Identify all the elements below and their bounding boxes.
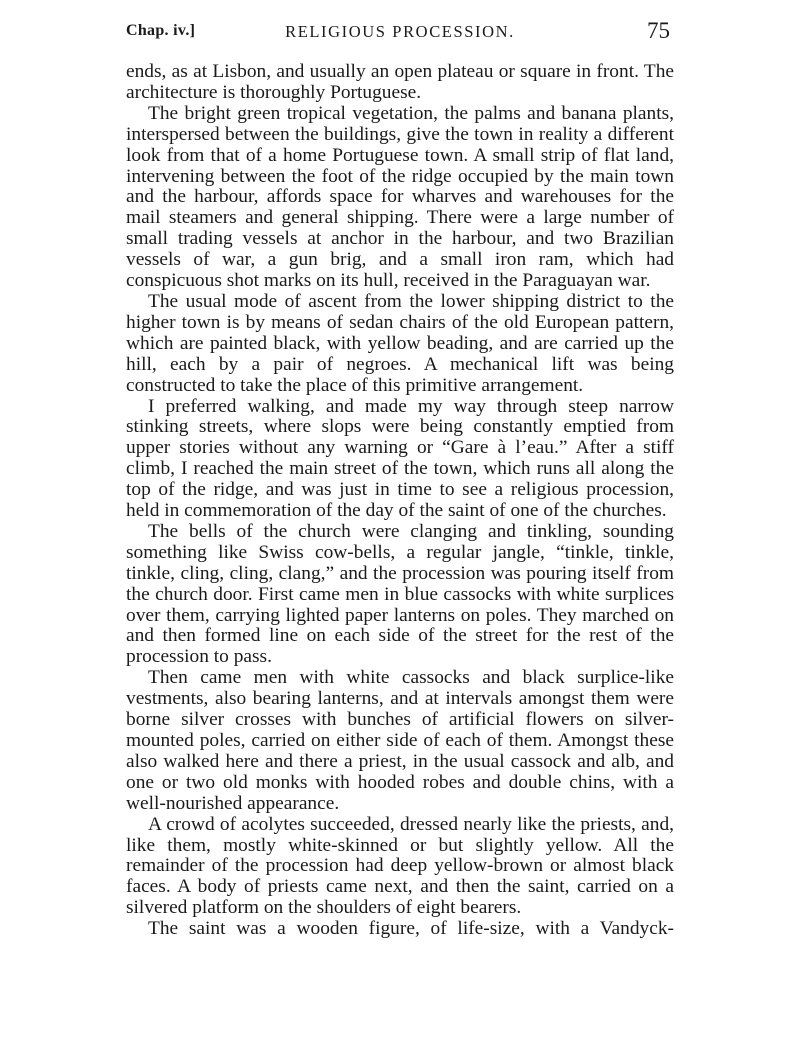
page-number: 75 <box>647 18 670 43</box>
chapter-label: Chap. iv.] <box>126 22 196 39</box>
page-header-title: RELIGIOUS PROCESSION. <box>285 22 515 41</box>
paragraph-continued: ends, as at Lisbon, and usually an open plateau or square in front. The architecture is thoroughly Portuguese. <box>126 61 674 103</box>
paragraph-walking: I preferred walking, and made my way through steep narrow stinking streets, where slops were being constantly emptied from upper stories without any warning or “Gare à l’eau.” After a stiff climb, I reached the main street of the town, which runs all along the top of the ridge, and was just in time to see a religious procession, held in commemoration of the day of the saint of one of the churches. <box>126 395 674 522</box>
paragraph-saint: The saint was a wooden figure, of life-size, with a Vandyck- <box>148 918 674 940</box>
paragraph-white-cassocks: Then came men with white cassocks and black surplice-like vestments, also bearing lanterns, and at intervals amongst them were borne silver crosses with bunches of artificial flowers on silver-mounted poles, carried on either side of each of them. Amongst these also walked here and there a priest, in the usual cassock and alb, and one or two old monks with hooded robes and double chins, with a well-nourished appearance. <box>126 667 674 814</box>
paragraph-bells: The bells of the church were clanging and tinkling, sounding something like Swiss cow-bells, a regular jangle, “tinkle, tinkle, tinkle, cling, cling, clang,” and the procession was pouring itself from the church door. First came men in blue cassocks with white surplices over them, carrying lighted paper lanterns on poles. They marched on and then formed line on each side of the street for the rest of the procession to pass. <box>126 520 674 668</box>
running-head <box>126 18 674 50</box>
paragraph-acolytes: A crowd of acolytes succeeded, dressed nearly like the priests, and, like them, mostly white-skinned or but slightly yellow. All the remainder of the procession had deep yellow-brown or almost black faces. A body of priests came next, and then the saint, carried on a silvered platform on the shoulders of eight bearers. <box>126 813 674 919</box>
body-text <box>126 62 674 940</box>
paragraph-vegetation: The bright green tropical vegetation, the palms and banana plants, interspersed between the buildings, give the town in reality a different look from that of a home Portuguese town. A small strip of flat land, intervening between the foot of the ridge occupied by the main town and the harbour, affords space for wharves and warehouses for the mail steamers and general shipping. There were a large number of small trading vessels at anchor in the harbour, and two Brazilian vessels of war, a gun brig, and a small iron ram, which had conspicuous shot marks on its hull, received in the Paraguayan war. <box>126 102 674 292</box>
paragraph-ascent: The usual mode of ascent from the lower shipping district to the higher town is by means of sedan chairs of the old European pattern, which are painted black, with yellow beading, and are carried up the hill, each by a pair of negroes. A mechanical lift was being constructed to take the place of this primitive arrangement. <box>126 290 674 396</box>
